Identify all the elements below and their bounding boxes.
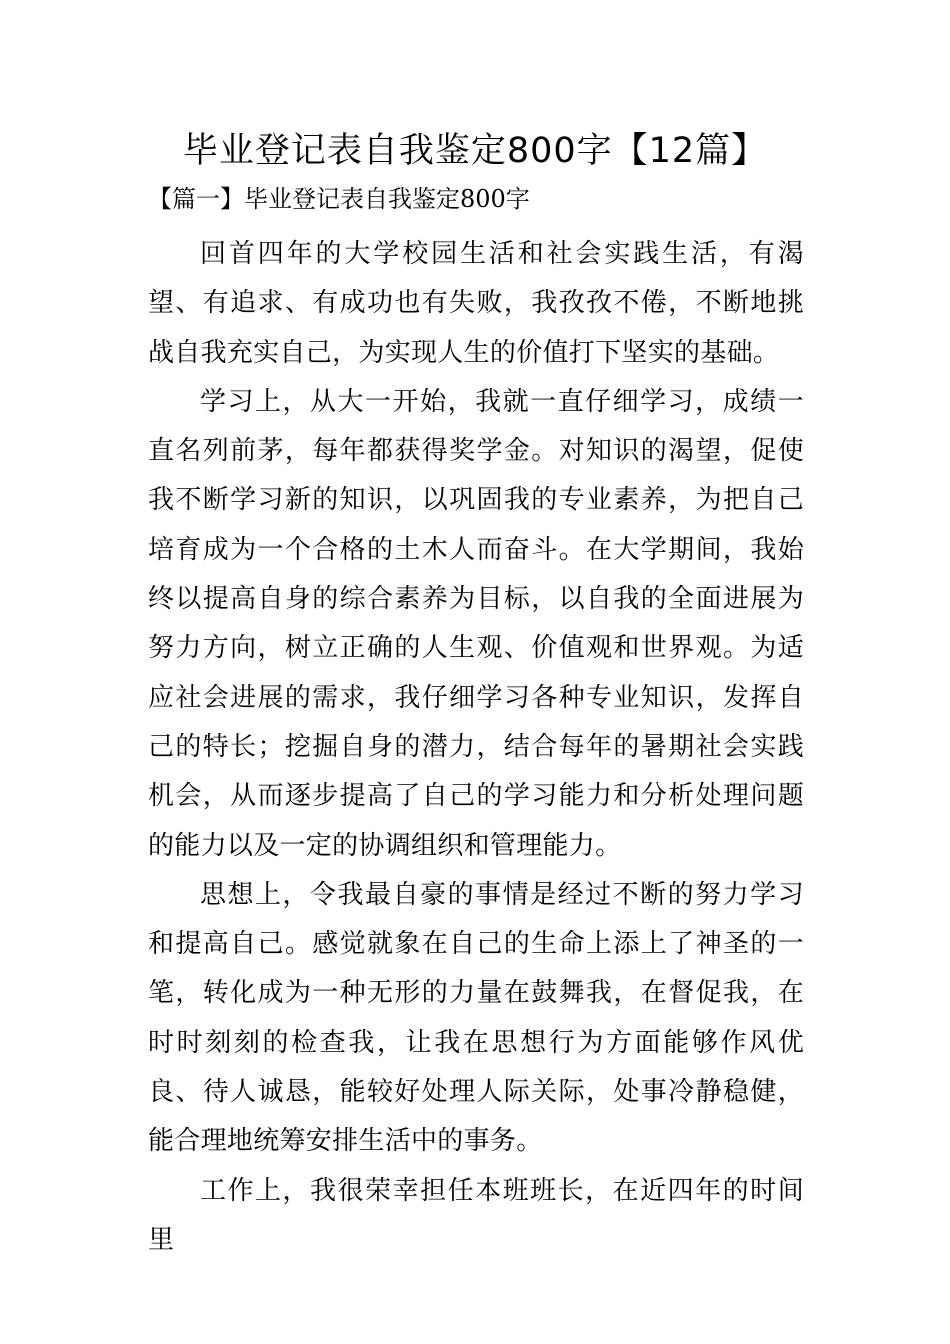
paragraph-1: 回首四年的大学校园生活和社会实践生活，有渴望、有追求、有成功也有失败，我孜孜不倦，不断地挑战自我充实自己，为实现人生的价值打下坚实的基础。 [148, 239, 804, 368]
paragraph-4: 工作上，我很荣幸担任本班班长，在近四年的时间里 [148, 1175, 804, 1255]
document-body [148, 230, 804, 1265]
section-heading: 【篇一】毕业登记表自我鉴定800字 [148, 185, 530, 213]
document-title: 毕业登记表自我鉴定800字【12篇】 [182, 131, 768, 171]
paragraph-3: 思想上，令我最自豪的事情是经过不断的努力学习和提高自己。感觉就象在自己的生命上添上了神圣的一笔，转化成为一种无形的力量在鼓舞我，在督促我，在时时刻刻的检查我，让我在思想行为方面能够作风优良、待人诚恳，能较好处理人际关际，处事冷静稳健，能合理地统筹安排生活中的事务。 [148, 879, 804, 1157]
paragraph-2: 学习上，从大一开始，我就一直仔细学习，成绩一直名列前茅，每年都获得奖学金。对知识的渴望，促使我不断学习新的知识，以巩固我的专业素养，为把自己培育成为一个合格的土木人而奋斗。在大学期间，我始终以提高自身的综合素养为目标，以自我的全面进展为努力方向，树立正确的人生观、价值观和世界观。为适应社会进展的需求，我仔细学习各种专业知识，发挥自己的特长；挖掘自身的潜力，结合每年的暑期社会实践机会，从而逐步提高了自己的学习能力和分析处理问题的能力以及一定的协调组织和管理能力。 [148, 386, 804, 861]
